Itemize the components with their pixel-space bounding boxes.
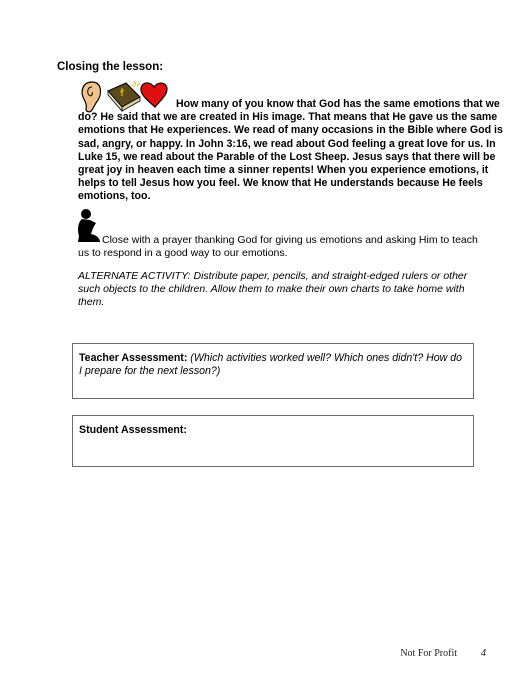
- student-assessment-box: [72, 415, 474, 467]
- alternate-activity: ALTERNATE ACTIVITY: Distribute paper, pencils, and straight-edged rulers or other such objects to the children. Allow them to make their own charts to take home with them.: [78, 270, 468, 308]
- page-number: 4: [481, 648, 486, 659]
- prayer-paragraph: Close with a prayer thanking God for giving us emotions and asking Him to teach us to respond in a good way to our emotions.: [78, 234, 478, 259]
- closing-paragraph: How many of you know that God has the same emotions that we do? He said that we are created in His image. That means that He gave us the same emotions that He experiences. We read of many occasions in the Bible where God is sad, angry, or happy. In John 3:16, we read about God feeling a great love for us. In Luke 15, we read about the Parable of the Lost Sheep. Jesus says that there will be great joy in heaven each time a sinner repents! When you experience emotions, it helps to tell Jesus how you feel. We know that He understands because He feels emotions, too.: [78, 98, 503, 203]
- teacher-assessment-label: Teacher Assessment:: [79, 352, 188, 364]
- section-heading: Closing the lesson:: [57, 61, 164, 73]
- footer-text: Not For Profit: [400, 648, 457, 659]
- teacher-assessment-prompt: (Which activities worked well? Which ones didn't? How do I prepare for the next lesson?): [79, 352, 462, 378]
- student-assessment-label: Student Assessment:: [79, 424, 187, 436]
- teacher-assessment-box: [72, 343, 474, 399]
